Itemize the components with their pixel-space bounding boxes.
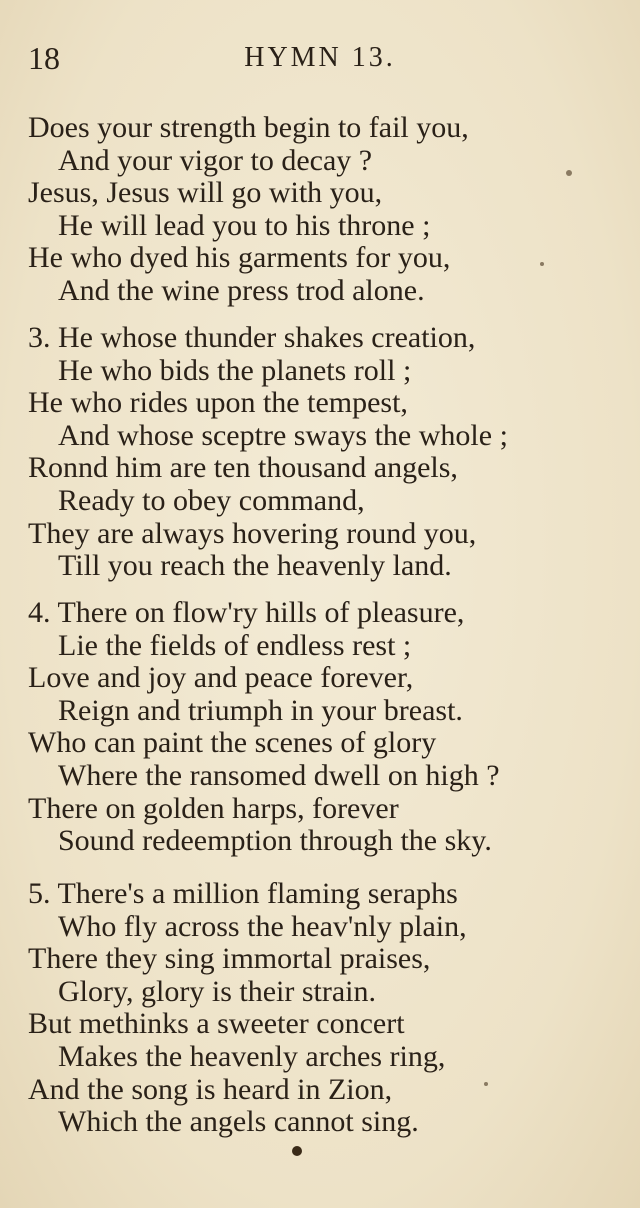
stanza-5: [28, 878, 620, 1139]
ink-speck: [540, 262, 544, 266]
running-head: HYMN 13.: [244, 42, 396, 73]
verse-line: 5. There's a million flaming seraphs: [28, 877, 458, 910]
verse-line: Who fly across the heav'nly plain,: [58, 909, 467, 943]
verse-line: 3. He whose thunder shakes creation,: [28, 321, 476, 354]
verse-line: There they sing immortal praises,: [28, 942, 431, 976]
verse-line: And the wine press trod alone.: [58, 273, 425, 307]
verse-line: Jesus, Jesus will go with you,: [28, 176, 383, 210]
page-number: 18: [28, 40, 60, 76]
verse-line: Which the angels cannot sing.: [58, 1105, 419, 1139]
ornament-dot: [292, 1146, 302, 1156]
stanza-3: [28, 322, 620, 583]
verse-line: There on golden harps, forever: [28, 791, 399, 825]
verse-line: Makes the heavenly arches ring,: [58, 1039, 446, 1073]
verse-line: Ronnd him are ten thousand angels,: [28, 451, 458, 485]
verse-line: Glory, glory is their strain.: [58, 974, 377, 1008]
verse-line: Where the ransomed dwell on high ?: [58, 758, 500, 792]
verse-line: Sound redeemption through the sky.: [58, 824, 492, 858]
page-header: [28, 40, 612, 80]
stanza-2-continued: [28, 112, 620, 308]
verse-line: He will lead you to his throne ;: [58, 208, 431, 242]
verse-line: But methinks a sweeter concert: [28, 1007, 405, 1041]
verse-line: And your vigor to decay ?: [58, 143, 373, 177]
verse-line: Does your strength begin to fail you,: [28, 111, 469, 144]
verse-line: Ready to obey command,: [58, 483, 365, 517]
verse-line: He who rides upon the tempest,: [28, 386, 408, 420]
verse-line: He who dyed his garments for you,: [28, 241, 451, 275]
verse-line: 4. There on flow'ry hills of pleasure,: [28, 596, 465, 629]
verse-line: Who can paint the scenes of glory: [28, 726, 437, 760]
verse-line: They are always hovering round you,: [28, 516, 477, 550]
verse-line: Lie the fields of endless rest ;: [58, 628, 412, 662]
ink-speck: [566, 170, 572, 176]
verse-line: He who bids the planets roll ;: [58, 353, 412, 387]
verse-line: Till you reach the heavenly land.: [58, 549, 452, 583]
verse-line: Love and joy and peace forever,: [28, 661, 414, 695]
verse-line: Reign and triumph in your breast.: [58, 693, 463, 727]
verse-line: And whose sceptre sways the whole ;: [58, 418, 508, 452]
verse-line: And the song is heard in Zion,: [28, 1072, 393, 1106]
stanza-4: [28, 597, 620, 858]
ink-speck: [484, 1082, 488, 1086]
